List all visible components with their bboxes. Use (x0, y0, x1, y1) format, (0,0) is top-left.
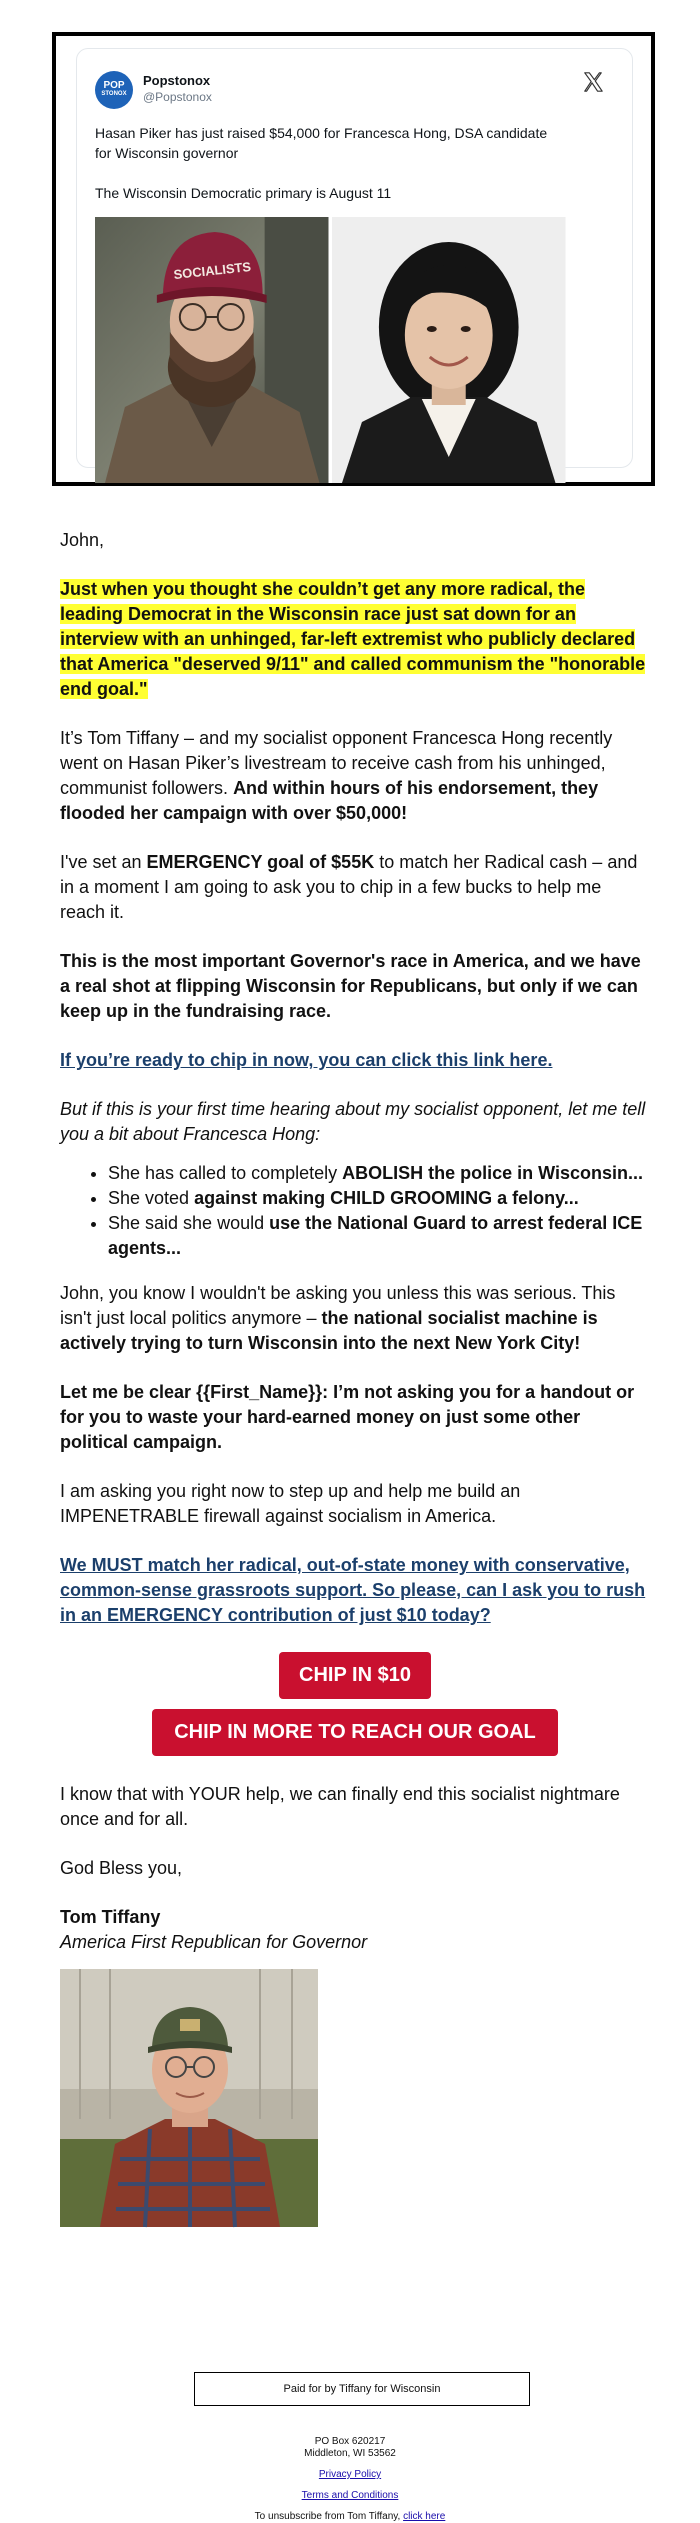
greeting: John, (60, 530, 105, 550)
emergency-contribution-link[interactable]: We MUST match her radical, out-of-state money with conservative, common-sense grassroots support. So please, can I ask you to rush in an EMERGENCY contribution of just $10 today? (60, 1555, 646, 1625)
tweet-card (76, 48, 633, 468)
signature-title: America First Republican for Governor (60, 1932, 368, 1952)
paragraph-2-bold: And within hours of his endorsement, they flooded her campaign with over $50,000! (60, 778, 599, 823)
terms-row (0, 2490, 700, 2502)
tweet-screenshot-frame (52, 32, 655, 486)
tweet-photos (95, 217, 565, 483)
address-line-1: PO Box 620217 (314, 2436, 386, 2447)
link-paragraph-1 (60, 1048, 650, 1073)
avatar-text: POP (103, 80, 125, 91)
closing: God Bless you, (60, 1858, 183, 1878)
list-item (108, 1211, 650, 1261)
paragraph-8: I am asking you right now to step up and help me build an IMPENETRABLE firewall against socialism in America. (60, 1481, 521, 1526)
account-handle: @Popstonox (143, 90, 212, 104)
signature-photo (60, 1969, 318, 2227)
unsubscribe-text: To unsubscribe from Tom Tiffany, (254, 2511, 404, 2522)
highlight-text: Just when you thought she couldn’t get any more radical, the leading Democrat in the Wisconsin race just sat down for an interview with an unhinged, far-left extremist who publicly declared that America "deserved 9/11" and called communism the "honorable end goal." (60, 579, 646, 699)
tweet-text: Hasan Piker has just raised $54,000 for Francesca Hong, DSA candidate for Wisconsin governor (95, 125, 548, 161)
email-body (60, 528, 650, 2227)
paragraph-3-start: I've set an (60, 852, 147, 872)
paragraph-7: Let me be clear {{First_Name}}: I’m not asking you for a handout or for you to waste your hard-earned money on just some other political campaign. (60, 1382, 635, 1452)
x-logo-icon (582, 71, 604, 93)
button-row-1 (60, 1652, 650, 1699)
paragraph-6 (60, 1281, 650, 1356)
list-item-bold: ABOLISH the police in Wisconsin... (342, 1163, 644, 1183)
list-item (108, 1161, 650, 1186)
paragraph-9: I know that with YOUR help, we can finally end this socialist nightmare once and for all. (60, 1784, 620, 1829)
paragraph-3-end: to match her Radical cash – and in a moment I am going to ask you to chip in a few bucks to help me reach it. (60, 852, 638, 922)
tweet-photo-left (95, 217, 329, 483)
paragraph-2 (60, 726, 650, 826)
chip-in-more-button[interactable]: CHIP IN MORE TO REACH OUR GOAL (152, 1709, 558, 1756)
paragraph-6-bold: the national socialist machine is actively trying to turn Wisconsin into the next New York City! (60, 1308, 598, 1353)
unsubscribe-row (0, 2511, 700, 2523)
terms-link[interactable]: Terms and Conditions (301, 2490, 399, 2501)
list-item-bold: against making CHILD GROOMING a felony... (194, 1188, 579, 1208)
list-item-text: She voted (108, 1188, 195, 1208)
chip-in-link[interactable]: If you’re ready to chip in now, you can click this link here. (60, 1050, 553, 1070)
facts-list (108, 1161, 650, 1261)
list-item-text: She said she would (108, 1213, 270, 1233)
paragraph-2-text: It’s Tom Tiffany – and my socialist opponent Francesca Hong recently went on Hasan Piker’s livestream to receive cash from his unhinged, communist followers. (60, 728, 613, 798)
chip-in-10-button[interactable]: CHIP IN $10 (279, 1652, 431, 1699)
list-item-bold: use the National Guard to arrest federal ICE agents... (108, 1213, 643, 1258)
account-name: Popstonox (143, 73, 211, 88)
tweet-text-secondary: The Wisconsin Democratic primary is August 11 (95, 185, 392, 201)
paragraph-6-text: John, you know I wouldn't be asking you unless this was serious. This isn't just local politics anymore – (60, 1283, 616, 1328)
paragraph-5: But if this is your first time hearing about my socialist opponent, let me tell you a bit about Francesca Hong: (60, 1099, 646, 1144)
account-avatar (95, 71, 133, 109)
privacy-policy-link[interactable]: Privacy Policy (318, 2469, 382, 2480)
footer (0, 2436, 700, 2523)
paragraph-3-bold: EMERGENCY goal of $55K (146, 852, 375, 872)
list-item (108, 1186, 650, 1211)
privacy-policy-row (0, 2469, 700, 2481)
highlight-paragraph (60, 577, 650, 702)
button-row-2 (60, 1709, 650, 1756)
paragraph-4: This is the most important Governor's race in America, and we have a real shot at flipping Wisconsin for Republicans, but only if we can keep up in the fundraising race. (60, 951, 641, 1021)
tweet-photo-right (332, 217, 566, 483)
link-paragraph-2 (60, 1553, 650, 1628)
address-line-2: Middleton, WI 53562 (304, 2448, 396, 2459)
avatar-subtext: STONOX (101, 91, 127, 97)
paragraph-3 (60, 850, 650, 925)
hat-text: SOCIALISTS (172, 258, 252, 283)
paid-for-disclaimer: Paid for by Tiffany for Wisconsin (194, 2372, 530, 2406)
list-item-text: She has called to completely (108, 1163, 343, 1183)
signature-name: Tom Tiffany (60, 1907, 161, 1927)
unsubscribe-link[interactable]: click here (403, 2511, 446, 2522)
